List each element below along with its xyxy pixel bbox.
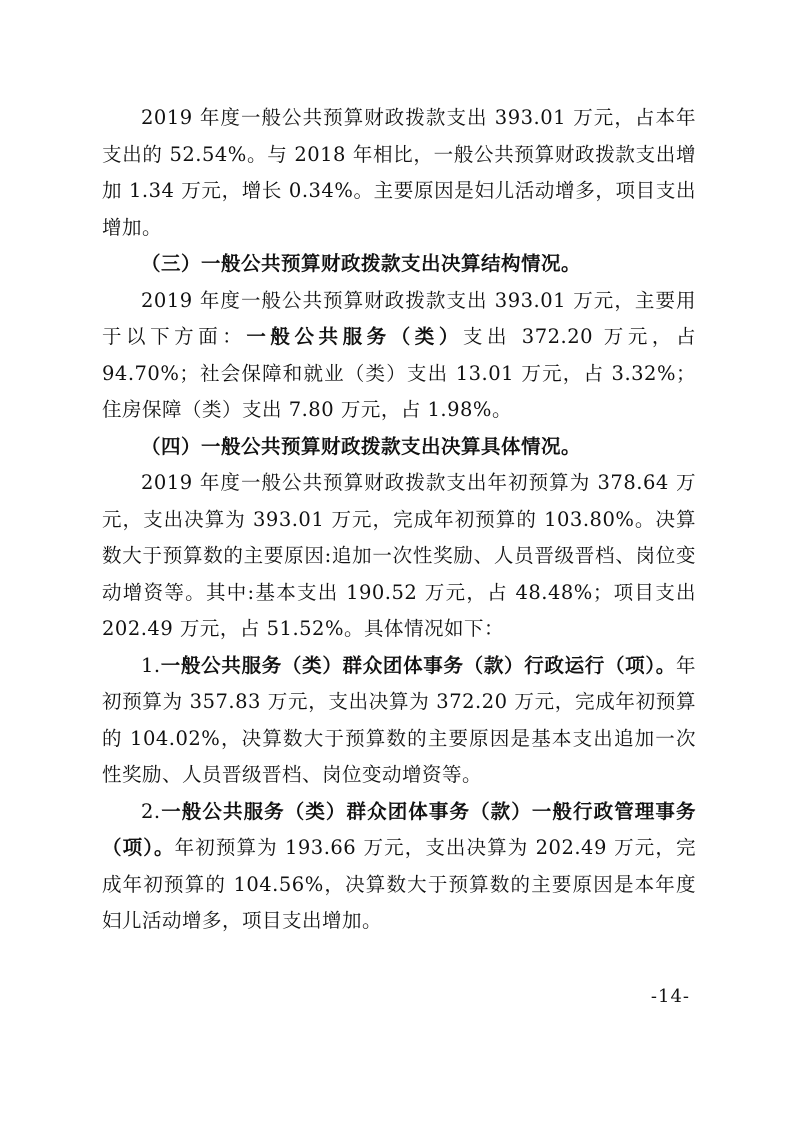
paragraph-expenditure-summary: 2019 年度一般公共预算财政拨款支出 393.01 万元，占本年支出的 52.54%。与 2018 年相比，一般公共预算财政拨款支出增加 1.34 万元，增长 0.34%。主要原因是妇儿活动增多，项目支出增加。 — [102, 106, 696, 239]
list-item-2 — [102, 794, 696, 940]
list-item-1-number: 1. — [141, 653, 161, 677]
list-item-1-body: 年初预算为 357.83 万元，支出决算为 372.20 万元，完成年初预算的 104.02%，决算数大于预算数的主要原因是基本支出追加一次性奖励、人员晋级晋档、岗位变动增资等。 — [102, 653, 696, 786]
list-item-2-body: 年初预算为 193.66 万元，支出决算为 202.49 万元，完成年初预算的 104.56%，决算数大于预算数的主要原因是本年度妇儿活动增多，项目支出增加。 — [102, 836, 696, 932]
list-item-1 — [102, 648, 696, 794]
section-heading-3: （三）一般公共预算财政拨款支出决算结构情况。 — [141, 252, 582, 275]
structure-details: 支出 372.20 万元，占 94.70%；社会保障和就业（类）支出 13.01 万元，占 3.32%；住房保障（类）支出 7.80 万元，占 1.98%。 — [102, 325, 696, 421]
structure-category-bold: 一般公共服务（类） — [246, 325, 463, 348]
page-number: -14- — [650, 986, 690, 1007]
structure-intro: 2019 年度一般公共预算财政拨款支出 393.01 万元，主要用于以下方面： — [102, 288, 696, 348]
body-text — [102, 100, 696, 940]
list-item-2-title: 一般公共服务（类）群众团体事务（款）一般行政管理事务（项）。 — [102, 799, 696, 859]
paragraph-expenditure-detail: 2019 年度一般公共预算财政拨款支出年初预算为 378.64 万元，支出决算为 393.01 万元，完成年初预算的 103.80%。决算数大于预算数的主要原因:追加一次性奖励、人员晋级晋档、岗位变动增资等。其中:基本支出 190.52 万元，占 48.48%；项目支出 202.49 万元，占 51.52%。具体情况如下： — [102, 471, 696, 640]
section-heading-4: （四）一般公共预算财政拨款支出决算具体情况。 — [141, 434, 582, 458]
paragraph-expenditure-structure — [102, 283, 696, 429]
list-item-2-number: 2. — [141, 799, 161, 823]
list-item-1-title: 一般公共服务（类）群众团体事务（款）行政运行（项）。 — [160, 653, 676, 677]
